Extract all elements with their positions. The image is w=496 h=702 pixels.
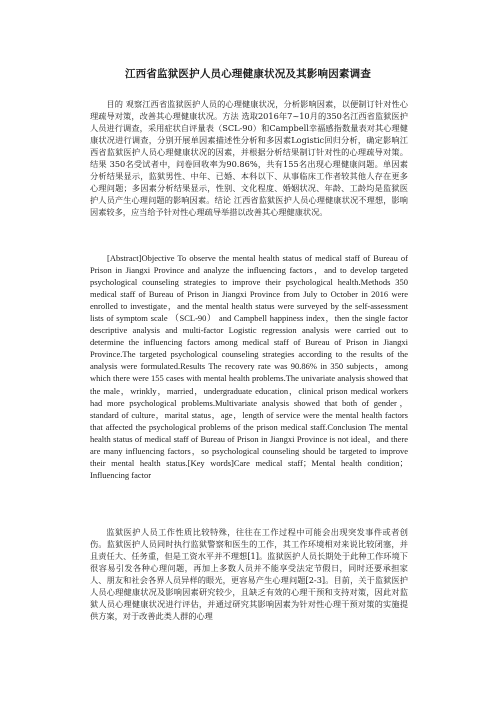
paper-title: 江西省监狱医护人员心理健康状况及其影响因素调查 (124, 68, 372, 80)
english-abstract: [Abstract]Objective To observe the mental health status of medical staff of Bureau of Prison in Jiangxi Province and analyze the influencing factors，and to develop targeted psychological counseling strategies to improve their psychological health.Methods 350 medical staff of Bureau of Prison in Jiangxi Province from July to October in 2016 were enrolled to investigate，and the mental health status were surveyed by the self-assessment lists of symptom scale （SCL-90） and Campbell happiness index，then the single factor descriptive analysis and multi-factor Logistic regression analysis were carried out to determine the influencing factors among medical staff of Bureau of Prison in Jiangxi Province.The targeted psychological counseling strategies according to the results of the analysis were formulated.Results The recovery rate was 90.86% in 350 subjects，among which there were 155 cases with mental health problems.The univariate analysis showed that the male，wrinkly，married，undergraduate education，clinical prison medical workers had more psychological problems.Multivariate analysis showed that both of gender，standard of culture，marital status，age，length of service were the mental health factors that affected the psychological problems of the prison medical staff.Conclusion The mental health status of medical staff of Bureau of Prison in Jiangxi Province is not ideal，and there are many influencing factors，so psychological counseling should be targeted to improve their mental health status.[Key words]Care medical staff；Mental health condition；Influencing factor (90, 253, 408, 480)
introduction-paragraph: 监狱医护人员工作性质比较特殊，往往在工作过程中可能会出现突发事件或者创伤。监狱医护人员同时执行监狱警察和医生的工作，其工作环境相对来说比较闭塞，并且责任大、任务重，但是工资水平并不理想[1]。监狱医护人员长期处于此种工作环境下很容易引发各种心理问题，再加上多数人员并不能享受法定节假日，同时还要承担家人、朋友和社会各界人员异样的眼光，更容易产生心理问题[2-3]。目前，关于监狱医护人员心理健康状况及影响因素研究较少，且缺乏有效的心理干预和支持对策，因此对监狱人员心理健康状况进行评估，并通过研究其影响因素为针对性心理干预对策的实施提供方案，对于改善此类人群的心理 (90, 527, 408, 622)
chinese-abstract: 目的 观察江西省监狱医护人员的心理健康状况，分析影响因素，以便制订针对性心理疏导对策，改善其心理健康状况。方法 选取2016年7~10月的350名江西省监狱医护人员进行调查，采用症状自评量表（SCL-90）和Campbell幸福感指数量表对其心理健康状况进行调查，分别开展单因素描述性分析和多因素Logistic回归分析，确定影响江西省监狱医护人员心理健康状况的因素，并根据分析结果制订针对性的心理疏导对策。结果 350名受试者中，问卷回收率为90.86%，共有155名出现心理健康问题。单因素分析结果显示，监狱男性、中年、已婚、本科以下、从事临床工作者较其他人存在更多心理问题；多因素分析结果显示，性别、文化程度、婚姻状况、年龄、工龄均是监狱医护人员产生心理问题的影响因素。结论 江西省监狱医护人员心理健康状况不理想，影响因素较多，应当给予针对性心理疏导举措以改善其心理健康状况。 (90, 99, 408, 218)
